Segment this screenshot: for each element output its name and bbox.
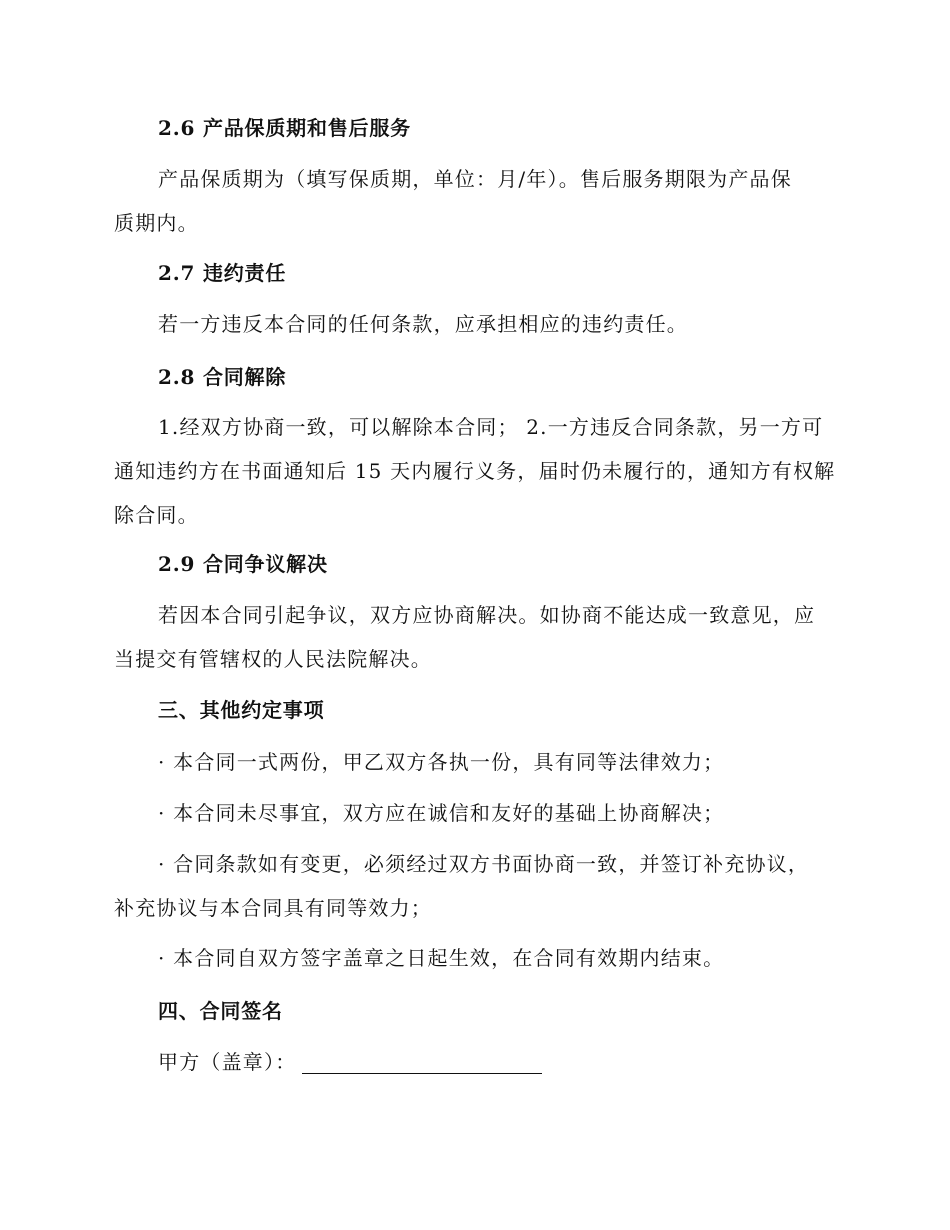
section-body-2-6: [114, 157, 844, 245]
paragraph-line: 质期内。: [114, 211, 199, 235]
list-item-line: · 本合同自双方签字盖章之日起生效，在合同有效期内结束。: [158, 946, 725, 970]
signature-field: [114, 1040, 844, 1084]
paragraph-line: 除合同。: [114, 503, 199, 527]
signature-row: [114, 1040, 844, 1084]
section-body-2-9: [114, 593, 844, 681]
signature-blank-line[interactable]: [302, 1045, 542, 1074]
list-item: [114, 842, 844, 930]
list-item-line: · 合同条款如有变更，必须经过双方书面协商一致，并签订补充协议，: [158, 852, 810, 876]
section-heading-2-8: 2.8 合同解除: [158, 365, 287, 389]
paragraph-line: 通知违约方在书面通知后 15 天内履行义务，届时仍未履行的，通知方有权解: [114, 459, 836, 483]
signature-label: 甲方（盖章）：: [158, 1050, 297, 1074]
paragraph-line: 若一方违反本合同的任何条款，应承担相应的违约责任。: [158, 312, 688, 336]
list-item-line: · 本合同一式两份，甲乙双方各执一份，具有同等法律效力；: [158, 750, 725, 774]
section-body-2-8: [114, 405, 844, 537]
list-item-line: 补充协议与本合同具有同等效力；: [114, 896, 432, 920]
paragraph-line: 若因本合同引起争议，双方应协商解决。如协商不能达成一致意见，应: [158, 603, 816, 627]
paragraph-line: 1.经双方协商一致，可以解除本合同； 2.一方违反合同条款，另一方可: [158, 415, 824, 439]
section-heading-3: 三、其他约定事项: [158, 698, 325, 722]
list-item: [114, 740, 844, 784]
section-body-2-7: [114, 302, 844, 346]
section-heading-4: 四、合同签名: [158, 999, 283, 1023]
paragraph-line: 产品保质期为（填写保质期，单位：月/年）。售后服务期限为产品保: [158, 167, 792, 191]
list-item: [114, 936, 844, 980]
section-heading-2-6: 2.6 产品保质期和售后服务: [158, 116, 411, 140]
paragraph-line: 当提交有管辖权的人民法院解决。: [114, 647, 432, 671]
list-item-line: · 本合同未尽事宜，双方应在诚信和友好的基础上协商解决；: [158, 801, 725, 825]
section-heading-2-9: 2.9 合同争议解决: [158, 552, 328, 576]
section-heading-2-7: 2.7 违约责任: [158, 261, 287, 285]
list-item: [114, 791, 844, 835]
